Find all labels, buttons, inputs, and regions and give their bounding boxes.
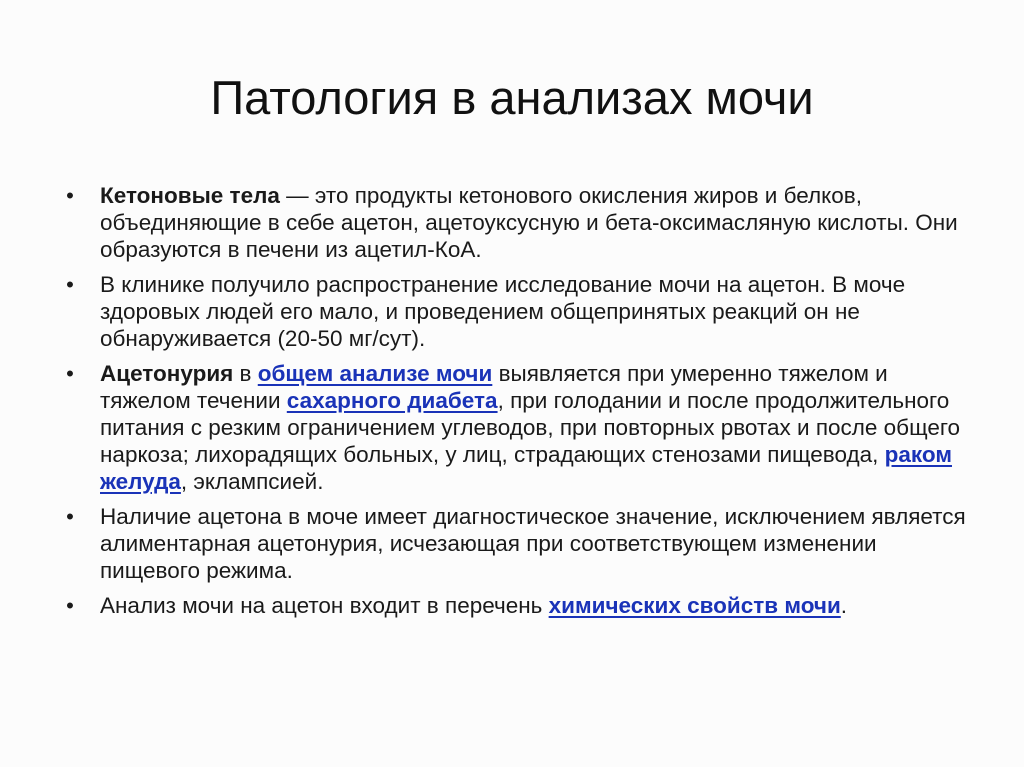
item-text: , при голодании и после продолжительного питания с резким ограничением углеводов, при повторных рвотах и после общего наркоза; лихорадящих больных, у лиц, страдающих стенозами пищевода, (100, 388, 961, 467)
bullet-icon: • (66, 504, 74, 529)
bullet-icon: • (66, 272, 74, 297)
bullet-icon: • (66, 593, 74, 618)
list-item (60, 503, 980, 584)
item-text: — это продукты кетонового окисления жиров и белков, объединяющие в себе ацетон, ацетоуксусную и бета-оксимасляную кислоты. Они образуются в печени из ацетил-КоА. (100, 183, 958, 262)
item-text: . (840, 593, 848, 618)
term-ketone-bodies: Кетоновые тела (100, 183, 280, 208)
term-acetonuria: Ацетонурия (100, 361, 234, 386)
item-text: Наличие ацетона в моче имеет диагностическое значение, исключением является алиментарная ацетонурия, исчезающая при соответствующем изменении пищевого режима. (100, 504, 966, 583)
bullet-icon: • (66, 183, 74, 208)
link-stomach-cancer[interactable]: раком желуда (100, 442, 952, 494)
item-text: , эклампсией. (180, 469, 324, 494)
item-text: выявляется при умеренно тяжелом и тяжелом течении (100, 361, 888, 413)
list-item (60, 182, 980, 263)
link-diabetes[interactable]: сахарного диабета (286, 388, 498, 413)
slide-title: Патология в анализах мочи (210, 71, 814, 124)
bullet-icon: • (66, 361, 74, 386)
item-text: в (233, 361, 258, 386)
link-urine-chemical-properties[interactable]: химических свойств мочи (548, 593, 841, 618)
list-item (60, 592, 980, 619)
bullet-list (60, 182, 980, 627)
item-text: Анализ мочи на ацетон входит в перечень (100, 593, 549, 618)
item-text: В клинике получило распространение исследование мочи на ацетон. В моче здоровых людей его мало, и проведением общепринятых реакций он не обнаруживается (20-50 мг/сут). (100, 272, 906, 351)
link-general-urinalysis[interactable]: общем анализе мочи (257, 361, 493, 386)
list-item (60, 271, 980, 352)
list-item (60, 360, 980, 495)
